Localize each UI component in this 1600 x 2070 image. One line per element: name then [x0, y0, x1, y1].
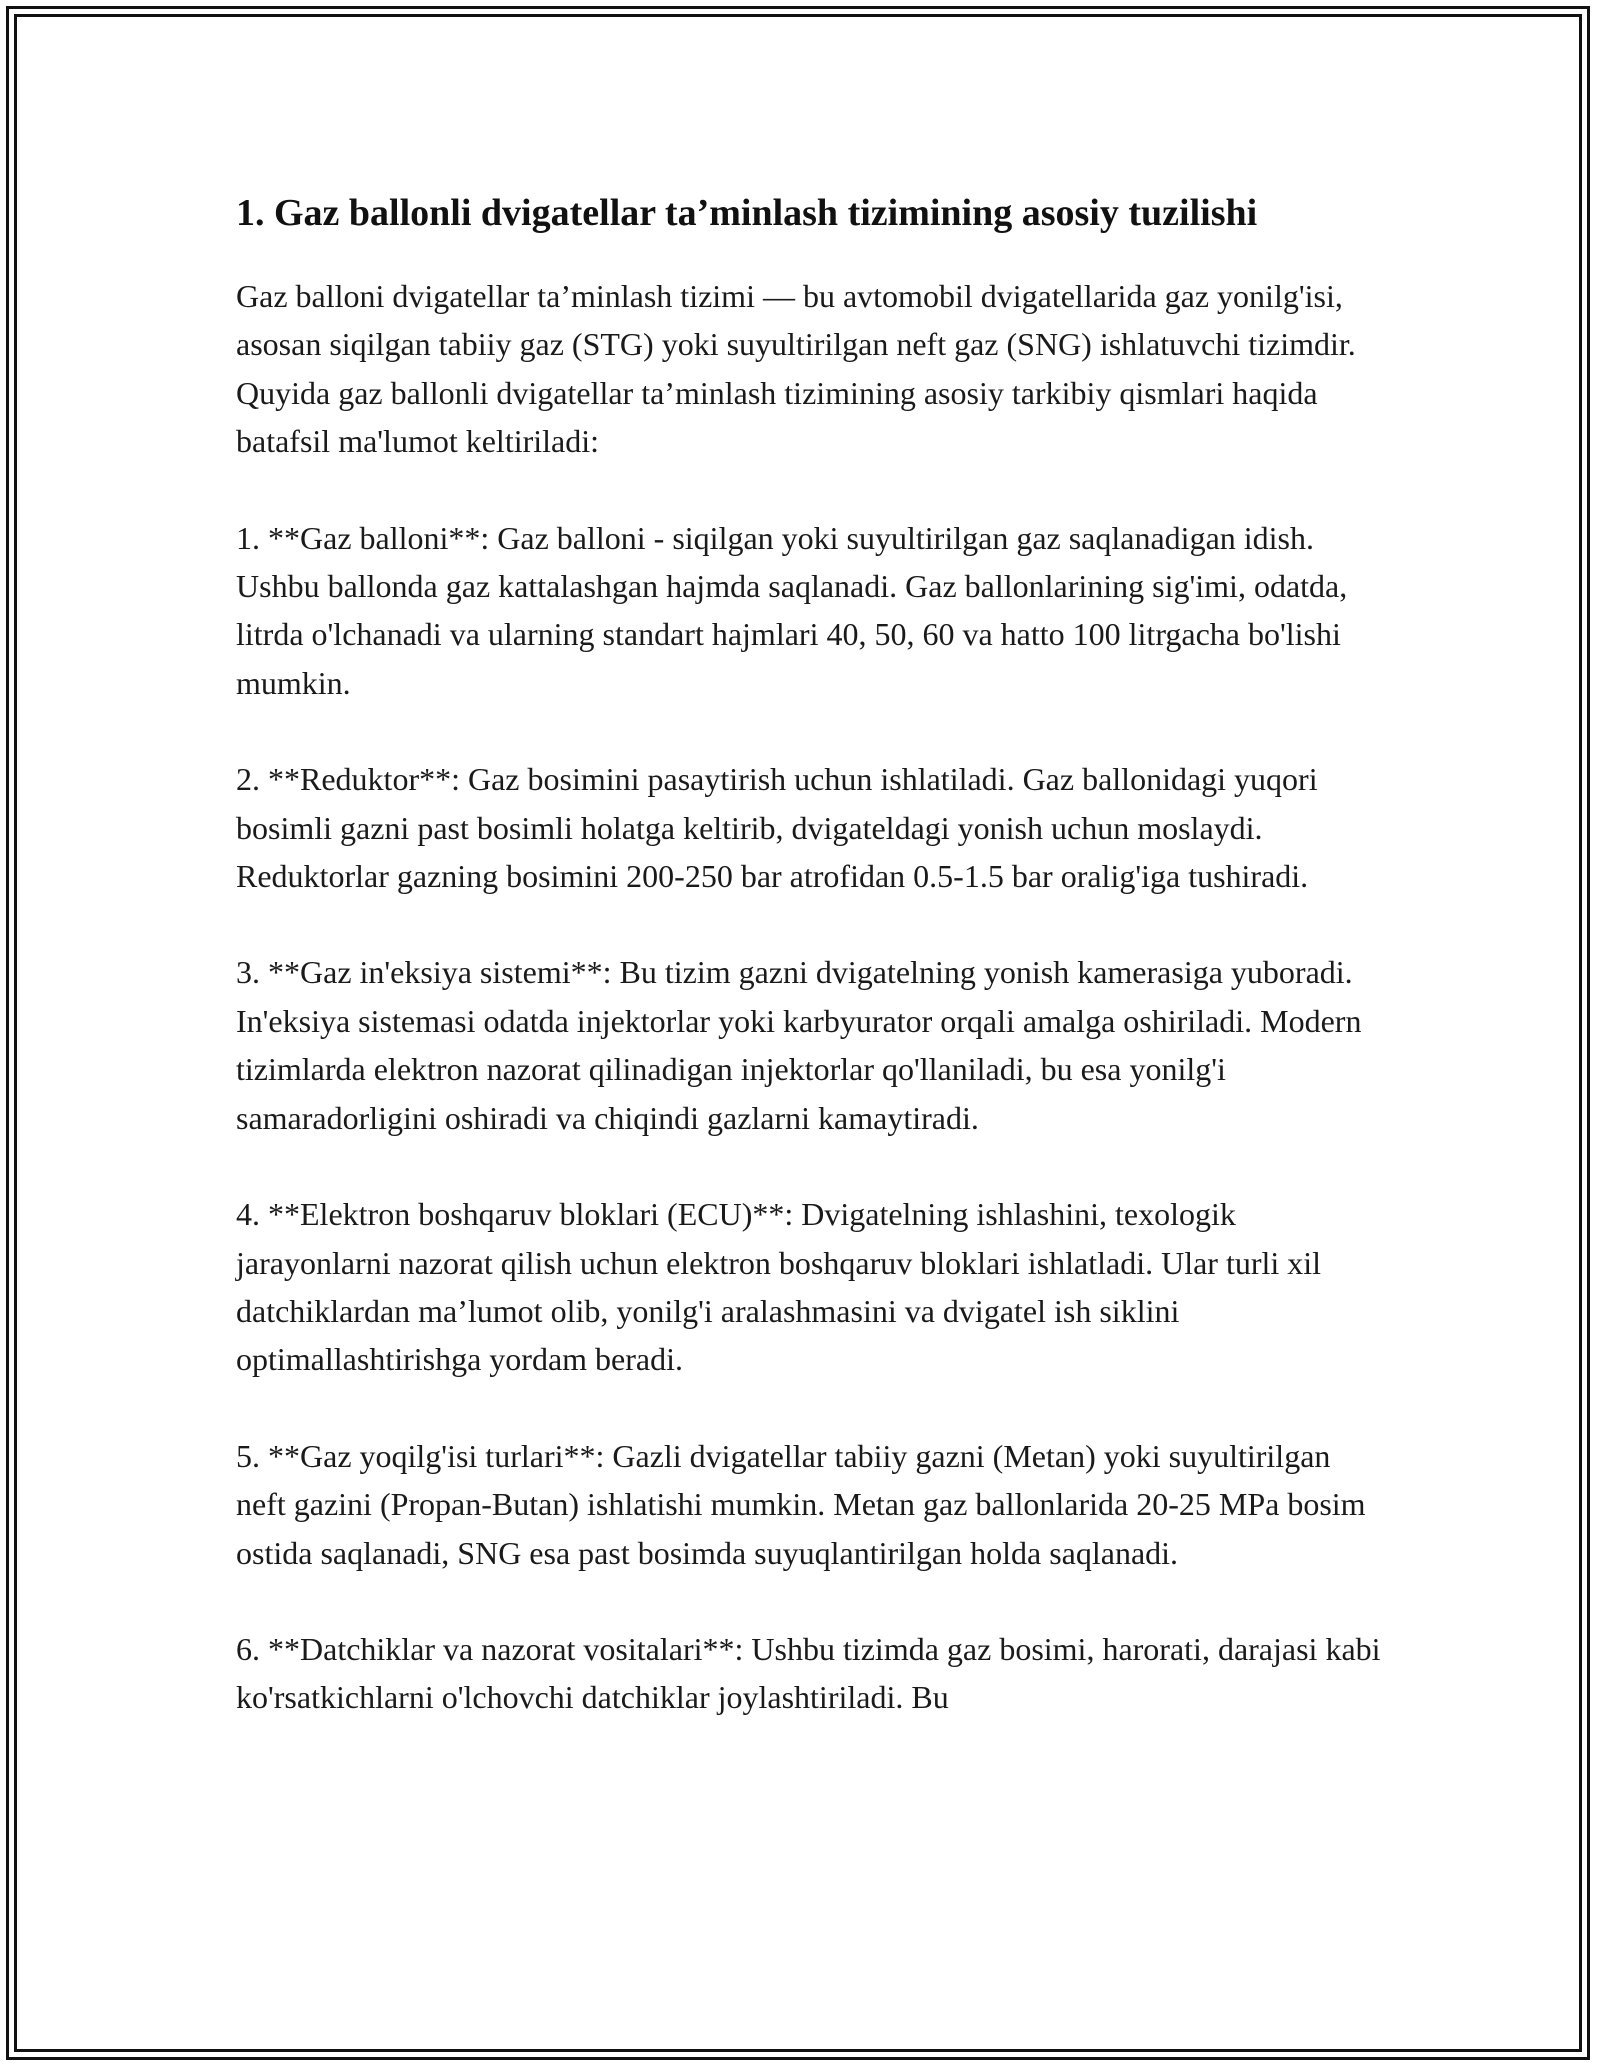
item-datchiklar: 6. **Datchiklar va nazorat vositalari**: Ushbu tizimda gaz bosimi, harorati, darajasi kabi ko'rsatkichlarni o'lchovchi datchiklar joylashtiriladi. Bu [236, 1630, 1381, 1716]
item-gaz-yoqilgisi-turlari: 5. **Gaz yoqilg'isi turlari**: Gazli dvigatellar tabiiy gazni (Metan) yoki suyultirilgan neft gazini (Propan-Butan) ishlatishi mumkin. Metan gaz ballonlarida 20-25 MPa bosim ostida saqlanadi, SNG esa past bosimda suyuqlantirilgan holda saqlanadi. [236, 1437, 1366, 1571]
section-heading: 1. Gaz ballonli dvigatellar ta’minlash tizimining asosiy tuzilishi [236, 192, 1258, 234]
item-elektron-boshqaruv-bloklari: 4. **Elektron boshqaruv bloklari (ECU)**: Dvigatelning ishlashini, texologik jarayonlarni nazorat qilish uchun elektron boshqaruv bloklari ishlatladi. Ular turli xil datchiklardan ma’lumot olib, yonilg'i aralashmasini va dvigatel ish siklini optimallashtirishga yordam beradi. [236, 1196, 1322, 1378]
item-gaz-balloni: 1. **Gaz balloni**: Gaz balloni - siqilgan yoki suyultirilgan gaz saqlanadigan idish. Ushbu ballonda gaz kattalashgan hajmda saqlanadi. Gaz ballonlarining sig'imi, odatda, litrda o'lchanadi va ularning standart hajmlari 40, 50, 60 va hatto 100 litrgacha bo'lishi mumkin. [236, 519, 1348, 701]
intro-paragraph: Gaz balloni dvigatellar ta’minlash tizimi — bu avtomobil dvigatellarida gaz yonilg'isi, asosan siqilgan tabiiy gaz (STG) yoki suyultirilgan neft gaz (SNG) ishlatuvchi tizimdir. Quyida gaz ballonli dvigatellar ta’minlash tizimining asosiy tarkibiy qismlari haqida batafsil ma'lumot keltiriladi: [236, 278, 1356, 460]
item-gaz-ineksiya-sistemi: 3. **Gaz in'eksiya sistemi**: Bu tizim gazni dvigatelning yonish kamerasiga yuboradi. In'eksiya sistemasi odatda injektorlar yoki karbyurator orqali amalga oshiriladi. Modern tizimlarda elektron nazorat qilinadigan injektorlar qo'llaniladi, bu esa yonilg'i samaradorligini oshiradi va chiqindi gazlarni kamaytiradi. [236, 954, 1362, 1136]
document-body [236, 182, 1386, 1770]
item-reduktor: 2. **Reduktor**: Gaz bosimini pasaytirish uchun ishlatiladi. Gaz ballonidagi yuqori bosimli gazni past bosimli holatga keltirib, dvigateldagi yonish uchun moslaydi. Reduktorlar gazning bosimini 200-250 bar atrofidan 0.5-1.5 bar oralig'iga tushiradi. [236, 761, 1318, 895]
